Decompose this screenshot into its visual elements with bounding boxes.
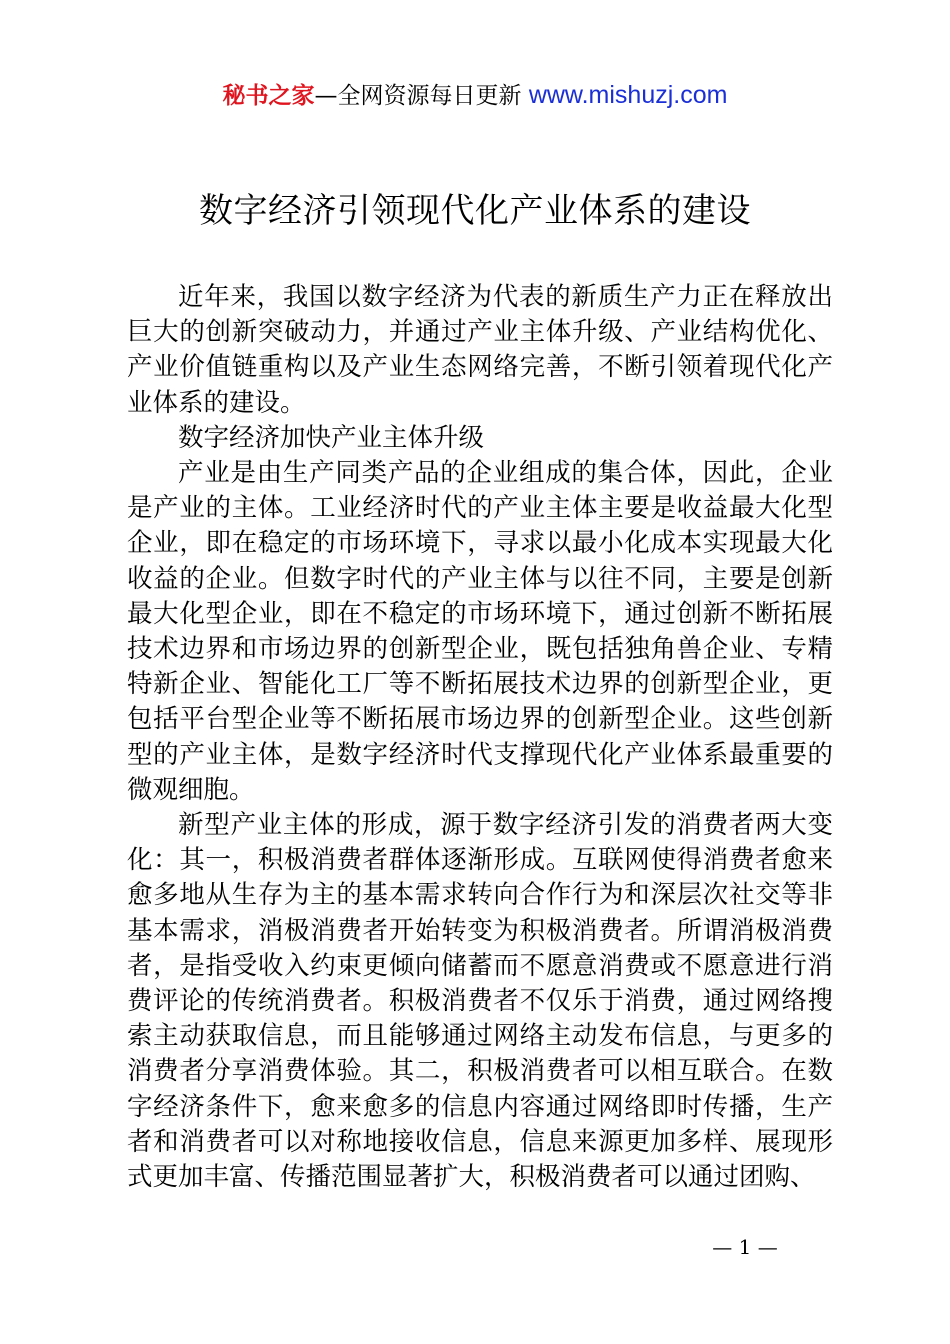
brand-name: 秘书之家 bbox=[222, 83, 315, 109]
document-body bbox=[127, 280, 833, 1195]
site-header bbox=[0, 78, 950, 113]
site-url-link[interactable]: www.mishuzj.com bbox=[528, 81, 728, 109]
header-tagline: —全网资源每日更新 bbox=[314, 83, 529, 109]
section-heading: 数字经济加快产业主体升级 bbox=[178, 422, 485, 453]
document-title: 数字经济引领现代化产业体系的建设 bbox=[199, 191, 751, 231]
paragraph-intro: 近年来，我国以数字经济为代表的新质生产力正在释放出巨大的创新突破动力，并通过产业主体升级、产业结构优化、产业价值链重构以及产业生态网络完善，不断引领着现代化产业体系的建设。 bbox=[127, 282, 833, 418]
paragraph-industry-subject: 产业是由生产同类产品的企业组成的集合体，因此，企业是产业的主体。工业经济时代的产业主体主要是收益最大化型企业，即在稳定的市场环境下，寻求以最小化成本实现最大化收益的企业。但数字时代的产业主体与以往不同，主要是创新最大化型企业，即在不稳定的市场环境下，通过创新不断拓展技术边界和市场边界的创新型企业，既包括独角兽企业、专精特新企业、智能化工厂等不断拓展技术边界的创新型企业，更包括平台型企业等不断拓展市场边界的创新型企业。这些创新型的产业主体，是数字经济时代支撑现代化产业体系最重要的微观细胞。 bbox=[127, 458, 833, 805]
page-number: — 1 — bbox=[712, 1235, 778, 1259]
paragraph-consumer-change: 新型产业主体的形成，源于数字经济引发的消费者两大变化：其一，积极消费者群体逐渐形成。互联网使得消费者愈来愈多地从生存为主的基本需求转向合作行为和深层次社交等非基本需求，消极消费者开始转变为积极消费者。所谓消极消费者，是指受收入约束更倾向储蓄而不愿意消费或不愿意进行消费评论的传统消费者。积极消费者不仅乐于消费，通过网络搜索主动获取信息，而且能够通过网络主动发布信息，与更多的消费者分享消费体验。其二，积极消费者可以相互联合。在数字经济条件下，愈来愈多的信息内容通过网络即时传播，生产者和消费者可以对称地接收信息，信息来源更加多样、展现形式更加丰富、传播范围显著扩大，积极消费者可以通过团购、 bbox=[127, 810, 833, 1193]
